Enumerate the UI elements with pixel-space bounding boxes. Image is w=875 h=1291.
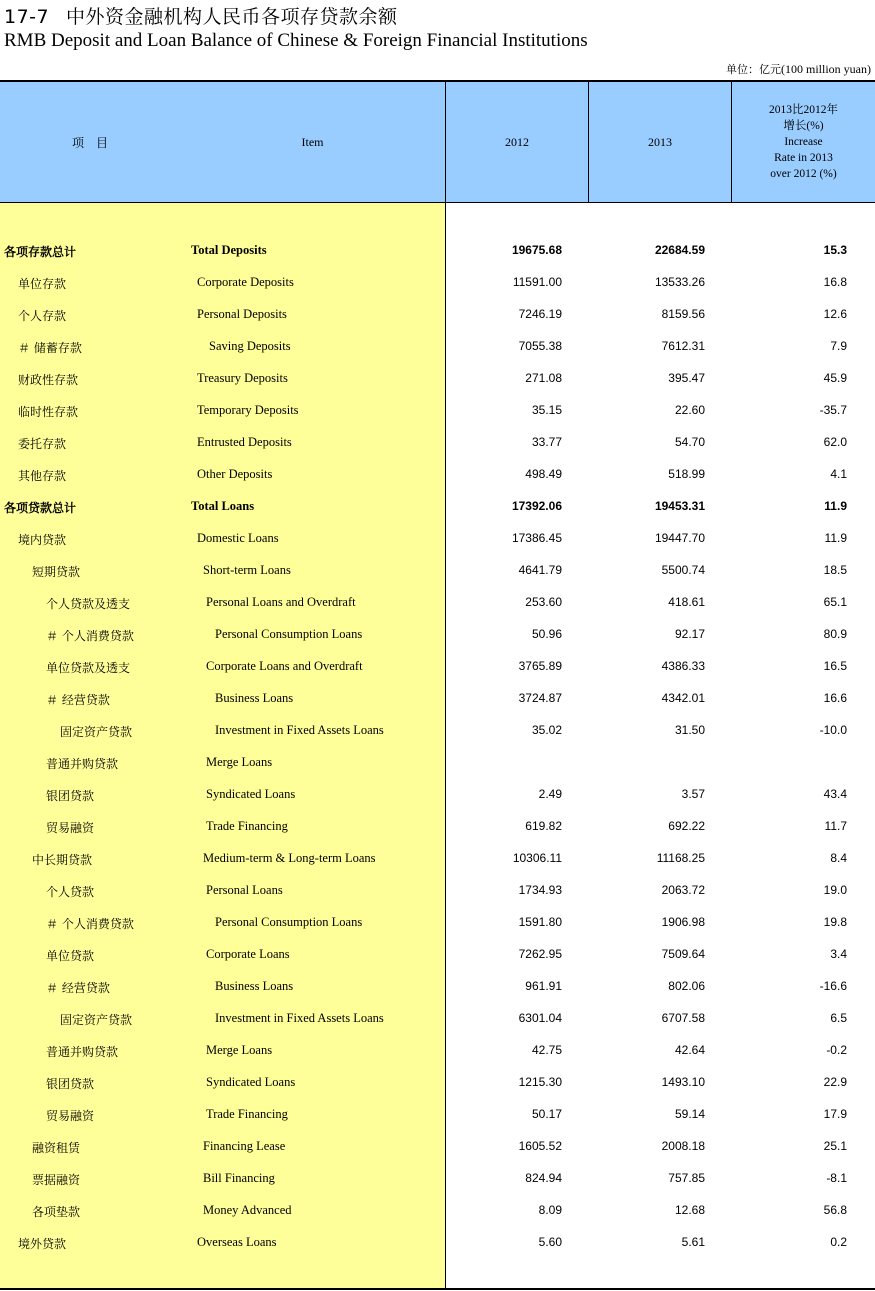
row-item-en: Corporate Deposits (197, 275, 294, 289)
row-value-2013: 13533.26 (654, 275, 705, 289)
table-header (0, 82, 875, 203)
row-value-2013: 1906.98 (661, 915, 705, 929)
row-item-cn: ＃ 经营贷款 (46, 981, 110, 995)
row-item-en: Bill Financing (203, 1171, 275, 1185)
row-increase-rate: 45.9 (823, 371, 847, 385)
row-item-en: Temporary Deposits (197, 403, 299, 417)
row-value-2012: 19675.68 (511, 243, 562, 257)
row-value-2013: 11168.25 (656, 851, 705, 865)
row-value-2013: 4342.01 (661, 691, 705, 705)
table-row (0, 554, 875, 586)
row-value-2012: 824.94 (525, 1171, 562, 1185)
row-value-2012: 17392.06 (511, 499, 562, 513)
row-increase-rate: -10.0 (819, 723, 847, 737)
table-row (0, 330, 875, 362)
row-increase-rate: 7.9 (830, 339, 847, 353)
unit-label (726, 61, 871, 77)
row-value-2012: 50.96 (531, 627, 562, 641)
row-item-cn: 普通并购贷款 (46, 757, 119, 771)
row-value-2012: 1734.93 (518, 883, 562, 897)
table-row (0, 490, 875, 522)
row-increase-rate: 11.9 (824, 531, 847, 545)
row-increase-rate: 65.1 (823, 595, 847, 609)
row-value-2013: 5.61 (681, 1235, 705, 1249)
row-value-2013: 3.57 (681, 787, 705, 801)
header-rate-line: 增长(%) (783, 120, 824, 132)
row-increase-rate: 18.5 (823, 563, 847, 577)
row-item-cn: 境内贷款 (18, 533, 67, 547)
table-row (0, 906, 875, 938)
table-row (0, 714, 875, 746)
table-row (0, 394, 875, 426)
row-value-2012: 6301.04 (518, 1011, 562, 1025)
row-value-2013: 7509.64 (661, 947, 705, 961)
row-increase-rate: -16.6 (819, 979, 847, 993)
table-row (0, 1098, 875, 1130)
row-item-cn: 个人贷款 (46, 885, 95, 899)
row-value-2012: 5.60 (538, 1235, 562, 1249)
row-item-cn: 临时性存款 (18, 405, 79, 419)
table-row (0, 810, 875, 842)
row-item-cn: 单位存款 (18, 277, 67, 291)
table-row (0, 362, 875, 394)
row-increase-rate: 8.4 (830, 851, 847, 865)
row-value-2012: 33.77 (531, 435, 562, 449)
table-row (0, 746, 875, 778)
row-item-cn: 银团贷款 (46, 1077, 95, 1091)
row-item-cn: 普通并购贷款 (46, 1045, 119, 1059)
row-item-cn: 各项垫款 (32, 1205, 81, 1219)
row-item-cn: 融资租赁 (32, 1141, 81, 1155)
row-increase-rate: 19.0 (823, 883, 847, 897)
table-row (0, 874, 875, 906)
row-value-2013: 757.85 (668, 1171, 705, 1185)
header-2013: 2013 (648, 134, 672, 149)
table-row (0, 1162, 875, 1194)
row-item-cn: 各项贷款总计 (4, 501, 77, 515)
row-item-cn: 票据融资 (32, 1173, 81, 1187)
row-value-2012: 1591.80 (518, 915, 562, 929)
table-row (0, 1194, 875, 1226)
table-row (0, 618, 875, 650)
row-value-2013: 42.64 (674, 1043, 705, 1057)
header-rate-line: 2013比2012年 (769, 104, 838, 116)
table-row (0, 234, 875, 266)
row-value-2013: 4386.33 (661, 659, 705, 673)
row-value-2013: 19453.31 (654, 499, 705, 513)
row-item-cn: ＃ 储蓄存款 (18, 341, 82, 355)
table-row (0, 1226, 875, 1258)
table-row (0, 1066, 875, 1098)
row-increase-rate: 4.1 (830, 467, 847, 481)
row-item-cn: 贸易融资 (46, 1109, 95, 1123)
table-body (0, 234, 875, 1258)
row-increase-rate: 0.2 (830, 1235, 847, 1249)
row-value-2012: 50.17 (531, 1107, 562, 1121)
header-2012: 2012 (505, 134, 529, 149)
table-row (0, 1130, 875, 1162)
row-value-2013: 22684.59 (654, 243, 705, 257)
row-value-2012: 42.75 (531, 1043, 562, 1057)
row-value-2013: 418.61 (668, 595, 705, 609)
row-increase-rate: 15.3 (823, 243, 847, 257)
table-row (0, 458, 875, 490)
row-value-2013: 1493.10 (661, 1075, 705, 1089)
table-title-en: RMB Deposit and Loan Balance of Chinese & Foreign Financial Institutions (4, 30, 588, 51)
table-row (0, 426, 875, 458)
row-item-cn: 固定资产贷款 (60, 1013, 133, 1027)
row-item-cn: 委托存款 (18, 437, 67, 451)
row-item-en: Medium-term & Long-term Loans (203, 851, 376, 865)
table-row (0, 650, 875, 682)
table-row (0, 522, 875, 554)
header-rate-line: over 2012 (%) (770, 168, 837, 180)
row-item-en: Business Loans (215, 691, 294, 705)
row-increase-rate: 11.9 (824, 499, 847, 513)
row-item-cn: 个人贷款及透支 (46, 597, 131, 611)
row-item-en: Saving Deposits (209, 339, 291, 353)
row-value-2012: 619.82 (525, 819, 562, 833)
row-item-en: Money Advanced (203, 1203, 292, 1217)
row-value-2013: 518.99 (668, 467, 705, 481)
row-item-cn: 贸易融资 (46, 821, 95, 835)
row-item-en: Financing Lease (203, 1139, 286, 1153)
row-value-2012: 11591.00 (512, 275, 562, 289)
row-increase-rate: 43.4 (823, 787, 847, 801)
row-value-2013: 2008.18 (661, 1139, 705, 1153)
row-increase-rate: 56.8 (823, 1203, 847, 1217)
table-title-cn-text: 中外资金融机构人民币各项存贷款余额 (66, 6, 398, 28)
row-increase-rate: 16.5 (823, 659, 847, 673)
row-item-en: Treasury Deposits (197, 371, 288, 385)
header-rate-line: Rate in 2013 (774, 152, 833, 164)
row-item-en: Entrusted Deposits (197, 435, 292, 449)
table-title-cn (4, 2, 398, 29)
bottom-rule (0, 1288, 875, 1290)
table-number: 17-7 (4, 6, 50, 28)
row-item-en: Investment in Fixed Assets Loans (215, 1011, 384, 1025)
row-item-cn: 财政性存款 (18, 373, 79, 387)
row-value-2012: 253.60 (525, 595, 562, 609)
row-value-2013: 19447.70 (654, 531, 705, 545)
row-value-2012: 35.15 (531, 403, 562, 417)
table-row (0, 1034, 875, 1066)
row-item-cn: ＃ 个人消费贷款 (46, 917, 134, 931)
row-increase-rate: 12.6 (823, 307, 847, 321)
row-item-en: Syndicated Loans (206, 787, 296, 801)
row-value-2012: 7246.19 (518, 307, 562, 321)
row-item-en: Business Loans (215, 979, 294, 993)
row-value-2013: 8159.56 (661, 307, 705, 321)
row-value-2013: 12.68 (674, 1203, 705, 1217)
table-row (0, 266, 875, 298)
row-increase-rate: 62.0 (823, 435, 847, 449)
row-value-2013: 692.22 (668, 819, 705, 833)
row-value-2012: 3765.89 (518, 659, 562, 673)
row-item-cn: 境外贷款 (18, 1237, 67, 1251)
row-item-en: Corporate Loans and Overdraft (206, 659, 363, 673)
row-item-cn: 各项存款总计 (4, 245, 77, 259)
row-item-cn: 单位贷款及透支 (46, 661, 131, 675)
row-item-en: Corporate Loans (206, 947, 290, 961)
table-row (0, 1002, 875, 1034)
row-value-2012: 271.08 (525, 371, 562, 385)
row-item-cn: 个人存款 (18, 309, 67, 323)
row-increase-rate: -8.1 (826, 1171, 847, 1185)
table-row (0, 938, 875, 970)
row-increase-rate: 19.8 (823, 915, 847, 929)
unit-label-en: (100 million yuan) (781, 62, 871, 76)
row-value-2012: 7055.38 (518, 339, 562, 353)
header-item-en: Item (301, 134, 324, 149)
row-value-2012: 3724.87 (518, 691, 562, 705)
unit-label-cn: 单位：亿元 (726, 63, 781, 76)
row-value-2012: 35.02 (531, 723, 562, 737)
table-row (0, 970, 875, 1002)
row-item-cn: 短期贷款 (32, 565, 81, 579)
row-item-cn: 银团贷款 (46, 789, 95, 803)
row-value-2013: 92.17 (674, 627, 705, 641)
row-value-2013: 5500.74 (661, 563, 705, 577)
row-increase-rate: 3.4 (830, 947, 847, 961)
row-increase-rate: 6.5 (830, 1011, 847, 1025)
row-value-2013: 7612.31 (661, 339, 705, 353)
row-value-2012: 1215.30 (518, 1075, 562, 1089)
row-value-2012: 1605.52 (518, 1139, 562, 1153)
row-value-2012: 8.09 (538, 1203, 562, 1217)
header-item-cn: 项 目 (71, 135, 108, 150)
row-item-en: Personal Consumption Loans (215, 627, 363, 641)
row-item-en: Personal Consumption Loans (215, 915, 363, 929)
row-value-2013: 395.47 (668, 371, 705, 385)
row-increase-rate: 16.8 (823, 275, 847, 289)
row-increase-rate: 22.9 (823, 1075, 847, 1089)
row-item-en: Syndicated Loans (206, 1075, 296, 1089)
table-row (0, 298, 875, 330)
header-rate-line: Increase (784, 136, 823, 148)
table-row (0, 778, 875, 810)
row-item-en: Personal Loans (206, 883, 283, 897)
table-row (0, 682, 875, 714)
row-value-2013: 59.14 (674, 1107, 705, 1121)
row-value-2012: 10306.11 (512, 851, 562, 865)
row-item-en: Trade Financing (206, 819, 288, 833)
row-value-2013: 54.70 (674, 435, 705, 449)
row-item-en: Overseas Loans (197, 1235, 277, 1249)
row-item-en: Trade Financing (206, 1107, 288, 1121)
header-increase-rate (732, 82, 875, 202)
row-increase-rate: 25.1 (823, 1139, 847, 1153)
row-value-2013: 6707.58 (661, 1011, 705, 1025)
row-item-en: Domestic Loans (197, 531, 279, 545)
row-item-en: Personal Loans and Overdraft (206, 595, 356, 609)
row-increase-rate: 80.9 (823, 627, 847, 641)
row-item-cn: 中长期贷款 (32, 853, 93, 867)
row-item-en: Investment in Fixed Assets Loans (215, 723, 384, 737)
row-item-cn: 固定资产贷款 (60, 725, 133, 739)
row-value-2013: 2063.72 (661, 883, 705, 897)
row-value-2012: 17386.45 (511, 531, 562, 545)
row-value-2013: 802.06 (668, 979, 705, 993)
row-item-en: Total Deposits (191, 243, 267, 257)
row-increase-rate: 17.9 (823, 1107, 847, 1121)
row-increase-rate: -0.2 (826, 1043, 847, 1057)
row-value-2013: 31.50 (674, 723, 705, 737)
row-item-en: Personal Deposits (197, 307, 287, 321)
row-item-en: Total Loans (191, 499, 255, 513)
row-item-en: Merge Loans (206, 1043, 273, 1057)
row-value-2013: 22.60 (674, 403, 705, 417)
row-item-en: Short-term Loans (203, 563, 291, 577)
row-increase-rate: -35.7 (819, 403, 847, 417)
row-value-2012: 2.49 (538, 787, 562, 801)
row-item-en: Other Deposits (197, 467, 273, 481)
table-row (0, 586, 875, 618)
row-value-2012: 498.49 (525, 467, 562, 481)
row-item-cn: ＃ 经营贷款 (46, 693, 110, 707)
row-item-cn: ＃ 个人消费贷款 (46, 629, 134, 643)
row-item-en: Merge Loans (206, 755, 273, 769)
row-increase-rate: 16.6 (823, 691, 847, 705)
row-value-2012: 961.91 (525, 979, 562, 993)
table-row (0, 842, 875, 874)
row-value-2012: 4641.79 (518, 563, 562, 577)
row-increase-rate: 11.7 (824, 819, 847, 833)
row-item-cn: 其他存款 (18, 469, 67, 483)
row-value-2012: 7262.95 (518, 947, 562, 961)
row-item-cn: 单位贷款 (46, 949, 95, 963)
